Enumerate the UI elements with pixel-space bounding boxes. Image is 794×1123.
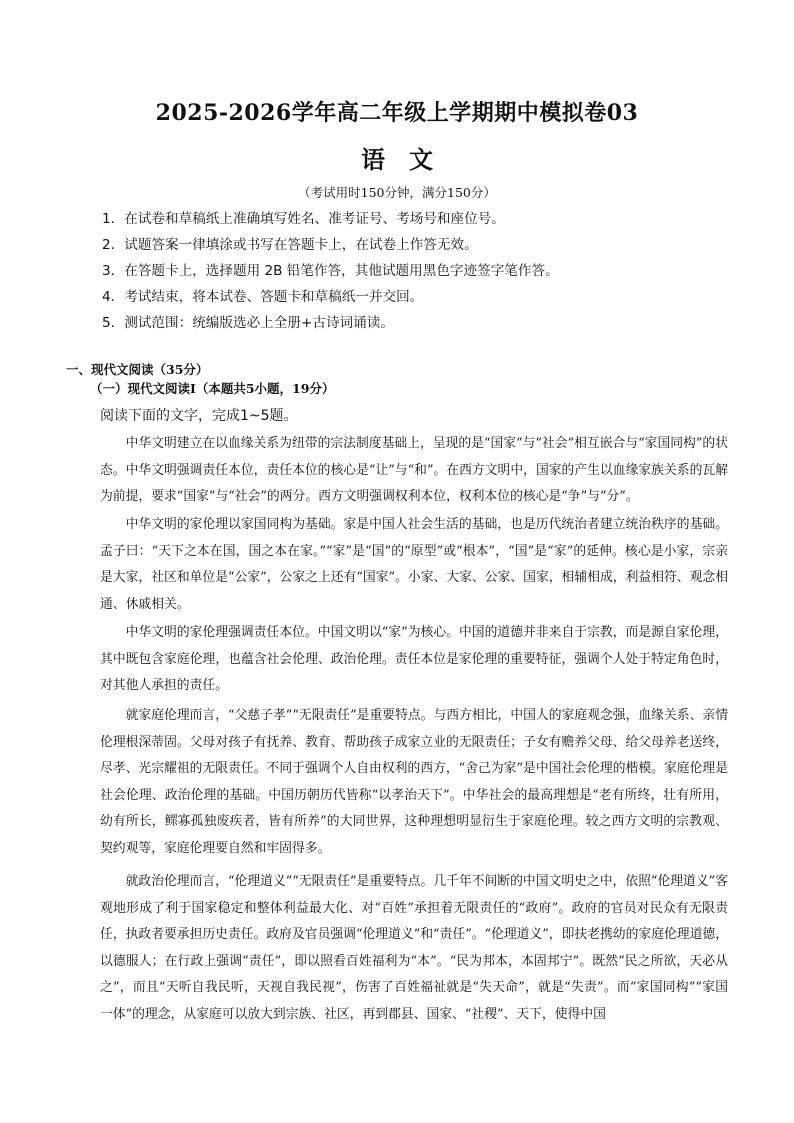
paragraph-5: 就政治伦理而言，“伦理道义”“无限责任”是重要特点。几千年不间断的中国文明史之中，依照“伦理道义”客观地形成了利于国家稳定和整体利益最大化、对“百姓”承担着无限责任的“政府”。政府的官员对民众有无限责任，执政者要承担历史责任。政府及官员强调“伦理道义”和“责任”。“伦理道义”，即扶老携幼的家庭伦理道德，以德服人；在行政上强调“责任”，即以照看百姓福利为“本”。“民为邦本，本固邦宁”。既然“民之所欲，天必从之”，而且“天听自我民听，天视自我民视”，伤害了百姓福祉就是“失天命”，就是“失责”。而“家国同构”“家国一体”的理念，从家庭可以放大到宗族、社区，再到郡县、国家、“社稷”、天下，使得中国 <box>100 874 728 1022</box>
notice-item-2: 2．试题答案一律填涂或书写在答题卡上，在试卷上作答无效。 <box>102 237 478 253</box>
section-heading: 一、现代文阅读（35分） <box>66 362 209 377</box>
subject-title: 语文 <box>361 145 457 174</box>
paragraph-1: 中华文明建立在以血缘关系为纽带的宗法制度基础上，呈现的是“国家”与“社会”相互嵌合与“家国同构”的状态。中华文明强调责任本位，责任本位的核心是“让”与“和”。在西方文明中，国家的产生以血缘家族关系的瓦解为前提，要求“国家”与“社会”的两分。西方文明强调权利本位，权利本位的核心是“争”与“分”。 <box>100 436 728 505</box>
page-title: 2025-2026学年高二年级上学期期中模拟卷03 <box>155 100 639 126</box>
notice-item-5: 5．测试范围：统编版选必上全册+古诗词诵读。 <box>102 315 394 331</box>
section-subheading: （一）现代文阅读Ⅰ（本题共5小题，19分） <box>90 381 335 396</box>
paragraph-3: 中华文明的家伦理强调责任本位。中国文明以“家”为核心。中国的道德并非来自于宗教，而是源自家伦理，其中既包含家庭伦理，也蕴含社会伦理、政治伦理。责任本位是家伦理的重要特征，强调个人处于特定角色时，对其他人承担的责任。 <box>100 625 728 694</box>
reading-instruction: 阅读下面的文字，完成1~5题。 <box>100 408 298 424</box>
exam-time-note: （考试用时150分钟，满分150分） <box>298 185 496 200</box>
notice-item-1: 1．在试卷和草稿纸上准确填写姓名、准考证号、考场号和座位号。 <box>102 211 505 227</box>
notice-item-3: 3．在答题卡上，选择题用 2B 铅笔作答，其他试题用黑色字迹签字笔作答。 <box>102 263 559 279</box>
notice-item-4: 4．考试结束，将本试卷、答题卡和草稿纸一并交回。 <box>102 289 424 305</box>
paragraph-2: 中华文明的家伦理以家国同构为基础。家是中国人社会生活的基础，也是历代统治者建立统治秩序的基础。孟子曰：“天下之本在国，国之本在家。”“家”是“国”的“原型”或“根本”，“国”是“家”的延伸。核心是小家，宗亲是大家，社区和单位是“公家”，公家之上还有“国家”。小家、大家、公家、国家，相辅相成，利益相符、观念相通、休戚相关。 <box>100 517 728 612</box>
paragraph-4: 就家庭伦理而言，“父慈子孝”“无限责任”是重要特点。与西方相比，中国人的家庭观念强，血缘关系、亲情伦理根深蒂固。父母对孩子有抚养、教育、帮助孩子成家立业的无限责任；子女有赡养父母、给父母养老送终，尽孝、光宗耀祖的无限责任。不同于强调个人自由权利的西方，“舍己为家”是中国社会伦理的楷模。家庭伦理是社会伦理、政治伦理的基础。中国历朝历代皆称“以孝治天下”。中华社会的最高理想是“老有所终，壮有所用，幼有所长，鳏寡孤独废疾者，皆有所养”的大同世界，这种理想明显衍生于家庭伦理。较之西方文明的宗教观、契约观等，家庭伦理要自然和牢固得多。 <box>100 708 728 856</box>
